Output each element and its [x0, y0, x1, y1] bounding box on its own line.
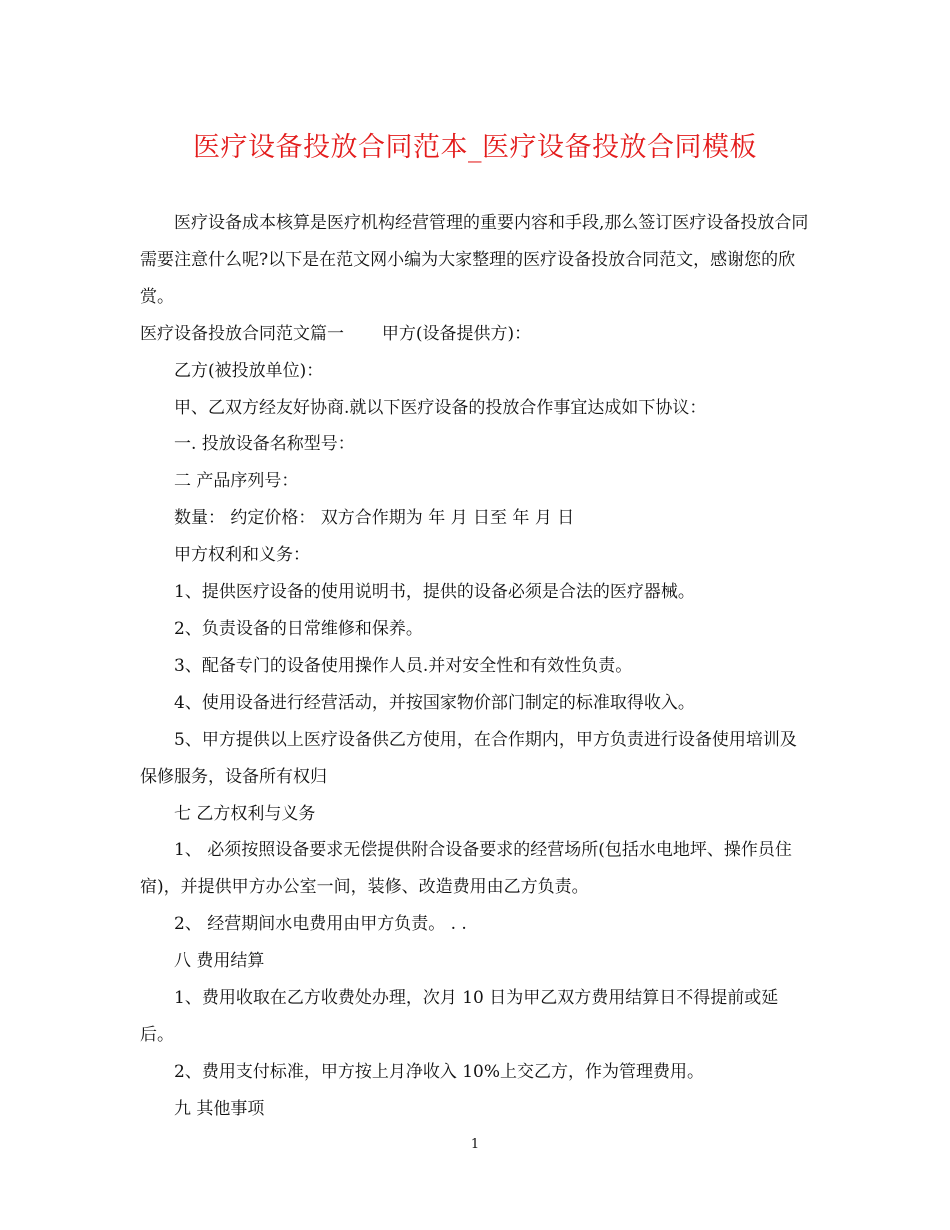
quantity-price-term-line: 数量： 约定价格： 双方合作期为 年 月 日至 年 月 日 [174, 508, 575, 529]
party-a-clause-1: 1、提供医疗设备的使用说明书，提供的设备必须是合法的医疗器械。 [174, 582, 695, 603]
page-number: 1 [470, 1137, 480, 1152]
party-b-line: 乙方(被投放单位)： [174, 360, 324, 381]
party-a-clause-5: 5、甲方提供以上医疗设备供乙方使用，在合作期内，甲方负责进行设备使用培训及保修服务，设备所有权归 [140, 729, 797, 787]
party-a-clause-2: 2、负责设备的日常维修和保养。 [174, 618, 423, 639]
section-heading-party-a: 医疗设备投放合同范文篇一 甲方(设备提供方)： [140, 323, 532, 344]
intro-paragraph: 医疗设备成本核算是医疗机构经营管理的重要内容和手段,那么签订医疗设备投放合同需要注意什么呢?以下是在范文网小编为大家整理的医疗设备投放合同范文，感谢您的欣赏。 [140, 213, 809, 307]
settlement-clause-2: 2、费用支付标准，甲方按上月净收入 10%上交乙方，作为管理费用。 [174, 1061, 705, 1082]
serial-number-line: 二 产品序列号： [174, 471, 299, 492]
document-body [140, 205, 812, 1128]
party-a-clause-3: 3、配备专门的设备使用操作人员.并对安全性和有效性负责。 [174, 655, 633, 676]
party-a-clause-4: 4、使用设备进行经营活动，并按国家物价部门制定的标准取得收入。 [174, 692, 695, 713]
settlement-clause-1: 1、费用收取在乙方收费处办理，次月 10 日为甲乙双方费用结算日不得提前或延后。 [140, 988, 779, 1045]
other-matters-heading: 九 其他事项 [174, 1098, 265, 1119]
settlement-heading: 八 费用结算 [174, 951, 265, 972]
agreement-preamble: 甲、乙双方经友好协商.就以下医疗设备的投放合作事宜达成如下协议： [174, 397, 707, 418]
equipment-name-line: 一. 投放设备名称型号： [174, 434, 355, 455]
party-b-clause-1: 1、 必须按照设备要求无偿提供附合设备要求的经营场所(包括水电地坪、操作员住宿)，并提供甲方办公室一间，装修、改造费用由乙方负责。 [140, 840, 792, 898]
party-b-rights-heading: 七 乙方权利与义务 [174, 803, 316, 824]
party-b-clause-2: 2、 经营期间水电费用由甲方负责。 . . [174, 914, 467, 935]
document-title: 医疗设备投放合同范本_医疗设备投放合同模板 [193, 132, 757, 163]
party-a-rights-heading: 甲方权利和义务： [174, 545, 310, 566]
